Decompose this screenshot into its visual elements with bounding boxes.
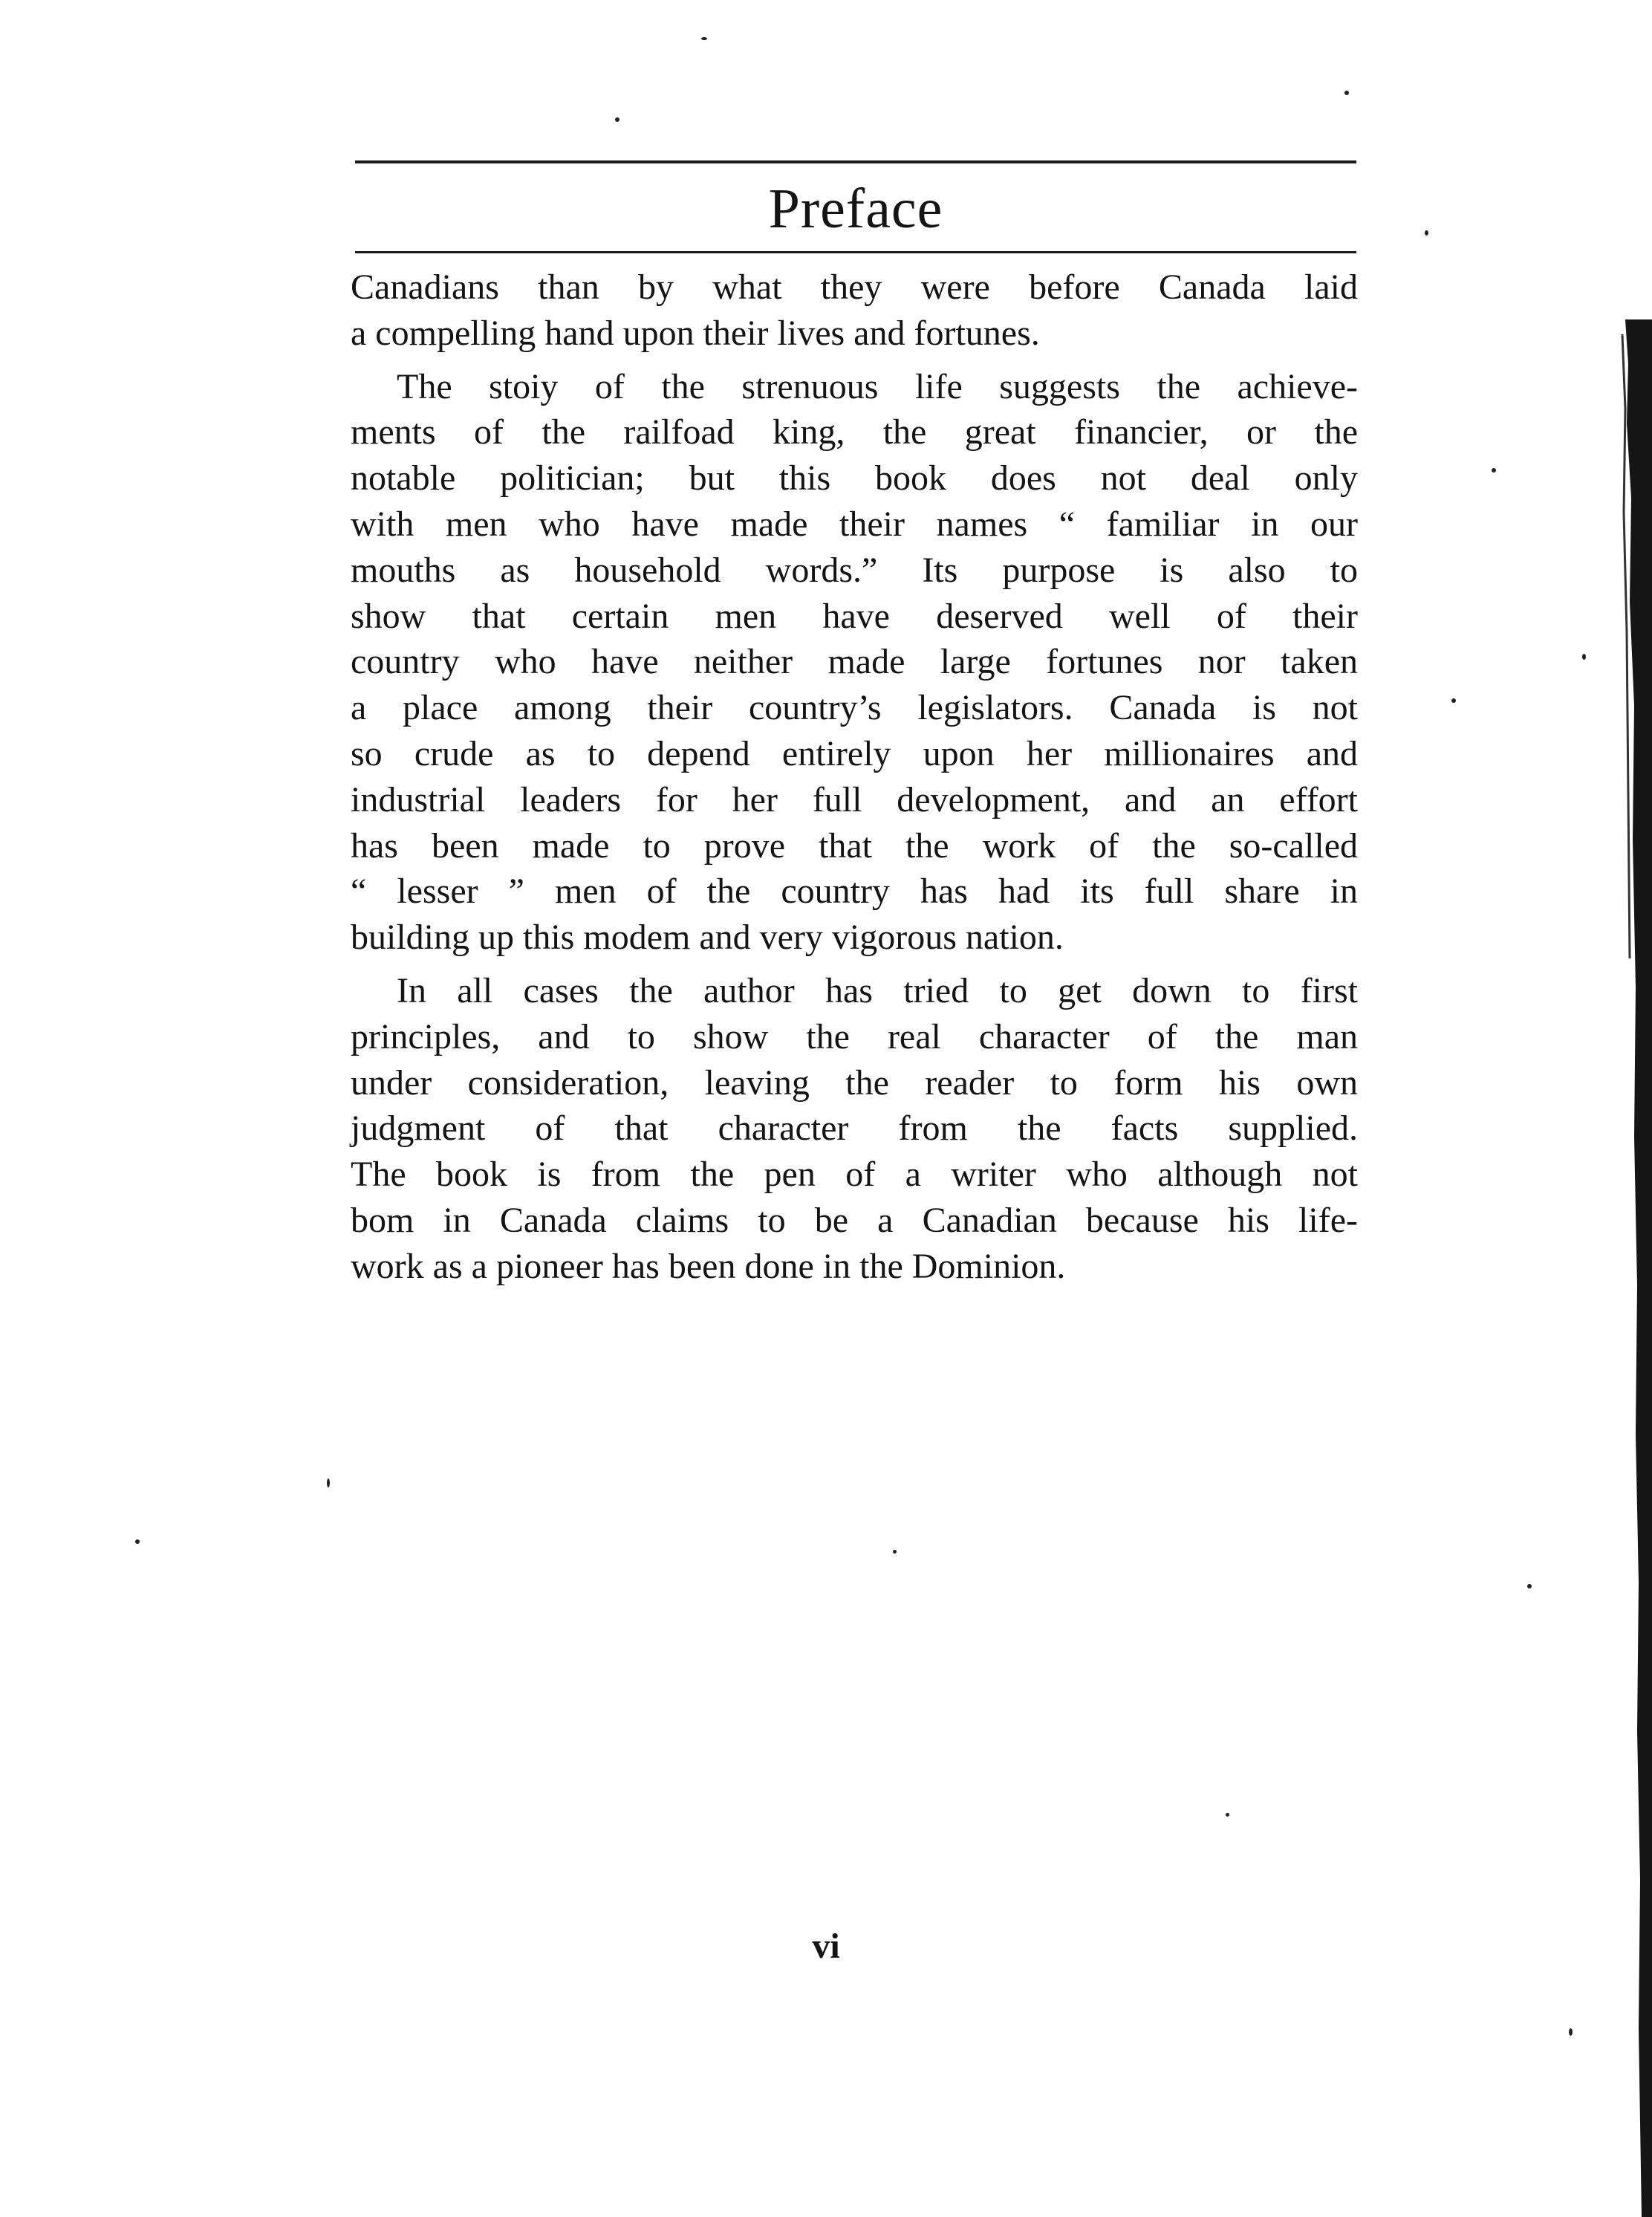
- binding-shadow: [1596, 319, 1652, 2217]
- text-line: industrial leaders for her full development, and an effort: [351, 779, 1358, 819]
- text-line: show that certain men have deserved well of their: [351, 596, 1358, 636]
- text-line: mouths as household words.” Its purpose is also to: [351, 550, 1358, 590]
- text-line: “ lesser ” men of the country has had its full share in: [351, 871, 1358, 912]
- scan-speck: [701, 37, 707, 40]
- page-number: vi: [812, 1927, 840, 1966]
- scan-speck: [1451, 698, 1456, 703]
- text-line: so crude as to depend entirely upon her millionaires and: [351, 733, 1358, 773]
- scan-speck: [893, 1550, 897, 1554]
- scan-speck: [1582, 654, 1586, 660]
- header-rule-top: [355, 160, 1356, 163]
- scan-speck: [327, 1478, 330, 1487]
- text-line: bom in Canada claims to be a Canadian because his life-: [351, 1200, 1358, 1240]
- running-heading: Preface: [768, 178, 943, 240]
- text-line: building up this modem and very vigorous nation.: [351, 918, 1064, 958]
- scan-speck: [1569, 2028, 1573, 2036]
- scan-speck: [1226, 1813, 1229, 1817]
- scan-speck: [615, 117, 620, 122]
- text-line: principles, and to show the real character of the man: [351, 1016, 1358, 1056]
- header-rule-bottom: [355, 251, 1356, 253]
- text-line: a compelling hand upon their lives and fortunes.: [351, 313, 1040, 353]
- text-line: country who have neither made large fortunes nor taken: [351, 642, 1358, 682]
- scan-speck: [1425, 230, 1428, 236]
- paragraph: [351, 968, 1358, 1290]
- text-line: In all cases the author has tried to get down to first: [397, 970, 1358, 1010]
- text-line: under consideration, leaving the reader to form his own: [351, 1062, 1358, 1103]
- text-line: notable politician; but this book does not deal only: [351, 458, 1358, 499]
- text-line: ments of the railfoad king, the great financier, or the: [351, 412, 1358, 452]
- text-line: with men who have made their names “ familiar in our: [351, 504, 1358, 544]
- paragraph: [351, 264, 1358, 357]
- scan-speck: [1492, 468, 1496, 473]
- text-line: judgment of that character from the facts supplied.: [351, 1108, 1358, 1149]
- scan-speck: [1344, 91, 1349, 95]
- body-text: [351, 264, 1358, 1297]
- text-line: The stoiy of the strenuous life suggests the achieve-: [397, 366, 1358, 406]
- paragraph: [351, 364, 1358, 961]
- text-line: a place among their country’s legislators. Canada is not: [351, 688, 1358, 728]
- text-line: Canadians than by what they were before Canada laid: [351, 267, 1358, 307]
- scan-speck: [1527, 1584, 1532, 1588]
- text-line: work as a pioneer has been done in the Dominion.: [351, 1246, 1066, 1286]
- text-line: has been made to prove that the work of the so-called: [351, 825, 1358, 866]
- scan-speck: [135, 1539, 140, 1544]
- text-line: The book is from the pen of a writer who although not: [351, 1155, 1358, 1195]
